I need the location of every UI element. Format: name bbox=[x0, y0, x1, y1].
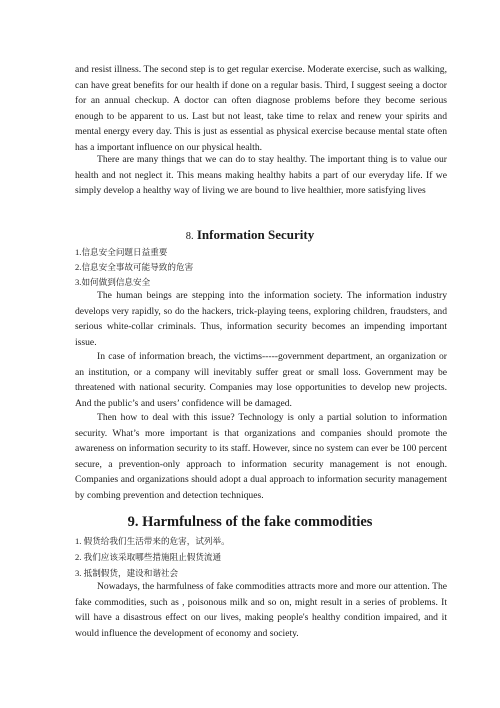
section-8-point-1: 1.信息安全问题日益重要 bbox=[75, 247, 168, 257]
section-8-paragraph-1: The human beings are stepping into the information society. The information industry develops very rapidly, so do the hackers, trick-playing teens, exploring children, fraudsters, and serious white-collar criminals. Thus, information security becomes an impending important issue. bbox=[75, 290, 447, 348]
section-9-point-2: 2. 我们应该采取哪些措施阻止假货流通 bbox=[75, 552, 222, 562]
section-8-number: 8. bbox=[185, 231, 194, 242]
section-8-paragraph-3: Then how to deal with this issue? Technology is only a partial solution to information security. What’s more important is that organizations and companies should promote the awareness on information security to its staff. However, since no system can ever be 100 percent secure, a prevention-only approach to information security management is not enough. Companies and organizations should adopt a dual approach to information security management by combing prevention and detection techniques. bbox=[75, 412, 447, 501]
section-8-paragraph-2: In case of information breach, the victims-----government department, an organization or an institution, or a company will inevitably suffer great or small loss. Government may be threatened with national security. Companies may lose opportunities to develop new projects. And the public’s and users’ confidence will be damaged. bbox=[75, 351, 447, 409]
paragraph-health-conclusion: There are many things that we can do to stay healthy. The important thing is to value our health and not neglect it. This means making healthy habits a part of our everyday life. If we simply develop a healthy way of living we are bound to live healthier, more satisfying lives bbox=[75, 154, 447, 197]
section-9-title: 9. Harmfulness of the fake commodities bbox=[127, 514, 373, 530]
paragraph-health-steps: and resist illness. The second step is to get regular exercise. Moderate exercise, such as walking, can have great benefits for our health if done on a regular basis. Third, I suggest seeing a doctor for an annual checkup. A doctor can often diagnose problems before they become serious enough to be apparent to us. Last but not least, take time to relax and renew your spirits and mental energy every day. This is just as essential as physical exercise because mental state often has a important influence on our physical health. bbox=[75, 64, 447, 153]
section-9-paragraph-1: Nowadays, the harmfulness of fake commodities attracts more and more our attention. The fake commodities, such as , poisonous milk and so on, might result in a series of problems. It will have a disastrous effect on our lives, making people's healthy condition impaired, and it would influence the development of economy and society. bbox=[75, 581, 447, 639]
section-8-heading bbox=[0, 226, 500, 246]
section-9-point-1: 1. 假货给我们生活带来的危害，试列举。 bbox=[75, 536, 230, 546]
section-8-point-3: 3.如何做到信息安全 bbox=[75, 277, 151, 287]
section-8-title: Information Security bbox=[196, 227, 315, 242]
section-8-point-2: 2.信息安全事故可能导致的危害 bbox=[75, 262, 194, 272]
section-9-point-3: 3. 抵制假货，建设和谐社会 bbox=[75, 568, 179, 578]
